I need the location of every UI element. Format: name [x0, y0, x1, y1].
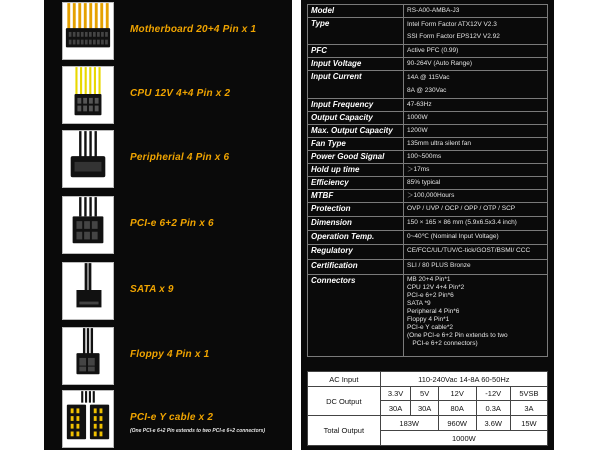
connector-row — [44, 327, 292, 387]
spec-key: Power Good Signal — [308, 151, 404, 164]
spec-value — [404, 217, 548, 231]
floppy-connector-icon — [62, 327, 114, 385]
connector-row — [44, 196, 292, 256]
spec-value-line: PCI-e 6+2 Pin*6 — [407, 292, 454, 299]
spec-value-line: Intel Form Factor ATX12V V2.3 — [407, 21, 497, 28]
spec-value — [404, 18, 548, 45]
spec-value — [404, 231, 548, 245]
spec-value-line: RS-A00-AMBA-J3 — [407, 7, 460, 14]
spec-row — [308, 190, 548, 203]
spec-value — [404, 164, 548, 177]
connector-row — [44, 390, 292, 450]
spec-value-line: 1000W — [407, 114, 428, 121]
output-table — [307, 371, 548, 446]
spec-value-line: Floppy 4 Pin*1 — [407, 316, 450, 323]
spec-key: Efficiency — [308, 177, 404, 190]
spec-value-line: 47-63Hz — [407, 101, 432, 108]
spec-key: Fan Type — [308, 138, 404, 151]
spec-value-line: 0~40℃ (Nominal Input Voltage) — [407, 233, 499, 240]
spec-row — [308, 245, 548, 260]
spec-value — [404, 112, 548, 125]
dc-output-label: DC Output — [308, 387, 381, 416]
spec-row — [308, 177, 548, 190]
spec-row — [308, 231, 548, 245]
spec-key: Dimension — [308, 217, 404, 231]
spec-value-line: (One PCI-e 6+2 Pin extends to two — [407, 332, 508, 339]
spec-value — [404, 260, 548, 275]
rail-current: 30A — [411, 401, 438, 416]
atx-24pin-connector-icon — [62, 2, 114, 60]
spec-value — [404, 71, 548, 99]
spec-value-line: CE/FCC/UL/TUV/C-tick/GOST/BSMI/ CCC — [407, 247, 531, 254]
rail-voltage: 5VSB — [510, 387, 547, 401]
rail-voltage: 3.3V — [380, 387, 411, 401]
spec-row — [308, 260, 548, 275]
spec-value-line: OVP / UVP / OCP / OPP / OTP / SCP — [407, 205, 516, 212]
connector-row — [44, 2, 292, 62]
connector-row — [44, 66, 292, 126]
spec-row — [308, 151, 548, 164]
spec-value — [404, 5, 548, 18]
spec-value-line: SATA *9 — [407, 300, 431, 307]
spec-value — [404, 58, 548, 71]
spec-value — [404, 99, 548, 112]
spec-row — [308, 71, 548, 99]
spec-value-line: PCI-e Y cable*2 — [407, 324, 454, 331]
spec-panel — [301, 0, 554, 450]
spec-value-line: SLI / 80 PLUS Bronze — [407, 262, 471, 269]
rail-watts: 15W — [510, 416, 547, 431]
connector-note: (One PCI-e 6+2 Pin extends to two PCI-e 6+2 connectors) — [130, 428, 266, 434]
spec-value-line: MB 20+4 Pin*1 — [407, 276, 451, 283]
spec-value-line: Active PFC (0.99) — [407, 47, 459, 54]
spec-key: Operation Temp. — [308, 231, 404, 245]
ac-input-label: AC Input — [308, 372, 381, 387]
spec-value-line: 100~500ms — [407, 153, 442, 160]
connector-panel — [44, 0, 292, 450]
spec-row — [308, 275, 548, 357]
spec-key: Type — [308, 18, 404, 45]
spec-value — [404, 45, 548, 58]
rail-voltage: -12V — [476, 387, 510, 401]
spec-value-line: 8A @ 230Vac — [407, 86, 447, 94]
spec-key: Model — [308, 5, 404, 18]
spec-value-line: 14A @ 115Vac — [407, 74, 450, 81]
spec-value — [404, 138, 548, 151]
spec-value — [404, 275, 548, 357]
spec-value-line: 150 × 165 × 86 mm (5.9x6.5x3.4 inch) — [407, 219, 517, 226]
spec-row — [308, 45, 548, 58]
total-output-label: Total Output — [308, 416, 381, 446]
connector-label: Motherboard 20+4 Pin x 1 — [130, 24, 257, 35]
spec-value — [404, 151, 548, 164]
spec-value-line: Peripheral 4 Pin*6 — [407, 308, 460, 315]
spec-key: Output Capacity — [308, 112, 404, 125]
connector-label: CPU 12V 4+4 Pin x 2 — [130, 88, 231, 99]
connector-label: SATA x 9 — [130, 284, 174, 295]
spec-row — [308, 217, 548, 231]
spec-value-line: 85% typical — [407, 179, 441, 186]
spec-key: Max. Output Capacity — [308, 125, 404, 138]
spec-value — [404, 177, 548, 190]
spec-value — [404, 245, 548, 260]
connector-label: Floppy 4 Pin x 1 — [130, 349, 210, 360]
ac-input-value: 110-240Vac 14-8A 60-50Hz — [380, 372, 547, 387]
spec-key: PFC — [308, 45, 404, 58]
spec-row — [308, 5, 548, 18]
pcie-8pin-connector-icon — [62, 196, 114, 254]
spec-row — [308, 203, 548, 217]
connector-label: PCI-e 6+2 Pin x 6 — [130, 218, 214, 229]
molex-connector-icon — [62, 130, 114, 188]
rail-voltage: 5V — [411, 387, 438, 401]
spec-key: Hold up time — [308, 164, 404, 177]
spec-value — [404, 190, 548, 203]
spec-key: Certification — [308, 260, 404, 275]
spec-row — [308, 164, 548, 177]
spec-table — [307, 4, 548, 357]
connector-label: PCI-e Y cable x 2 — [130, 412, 214, 423]
spec-value-line: SSI Form Factor EPS12V V2.92 — [407, 33, 500, 40]
spec-key: MTBF — [308, 190, 404, 203]
spec-value — [404, 203, 548, 217]
rail-current: 0.3A — [476, 401, 510, 416]
spec-key: Input Frequency — [308, 99, 404, 112]
connector-row — [44, 262, 292, 322]
spec-value-line: ＞17ms — [407, 166, 430, 173]
connector-label: Peripherial 4 Pin x 6 — [130, 152, 230, 163]
spec-row — [308, 99, 548, 112]
spec-key: Regulatory — [308, 245, 404, 260]
rail-watts: 183W — [380, 416, 438, 431]
spec-value-line: ＞100,000Hours — [407, 192, 455, 199]
sata-connector-icon — [62, 262, 114, 320]
total-watts: 1000W — [380, 431, 547, 446]
rail-voltage: 12V — [438, 387, 476, 401]
spec-value-line: 1200W — [407, 127, 428, 134]
spec-value-line: CPU 12V 4+4 Pin*2 — [407, 284, 465, 291]
spec-row — [308, 58, 548, 71]
spec-row — [308, 125, 548, 138]
spec-value-line: 135mm ultra silent fan — [407, 140, 471, 147]
spec-key: Input Current — [308, 71, 404, 99]
rail-watts: 3.6W — [476, 416, 510, 431]
cpu-8pin-connector-icon — [62, 66, 114, 124]
rail-current: 30A — [380, 401, 411, 416]
rail-watts: 960W — [438, 416, 476, 431]
connector-row — [44, 130, 292, 190]
rail-current: 80A — [438, 401, 476, 416]
spec-row — [308, 112, 548, 125]
spec-key: Input Voltage — [308, 58, 404, 71]
spec-value — [404, 125, 548, 138]
spec-value-line: PCI-e 6+2 connectors) — [407, 340, 478, 347]
spec-row — [308, 18, 548, 45]
pcie-y-cable-icon — [62, 390, 114, 448]
rail-current: 3A — [510, 401, 547, 416]
spec-row — [308, 138, 548, 151]
spec-key: Connectors — [308, 275, 404, 357]
spec-key: Protection — [308, 203, 404, 217]
spec-value-line: 90-264V (Auto Range) — [407, 60, 473, 67]
